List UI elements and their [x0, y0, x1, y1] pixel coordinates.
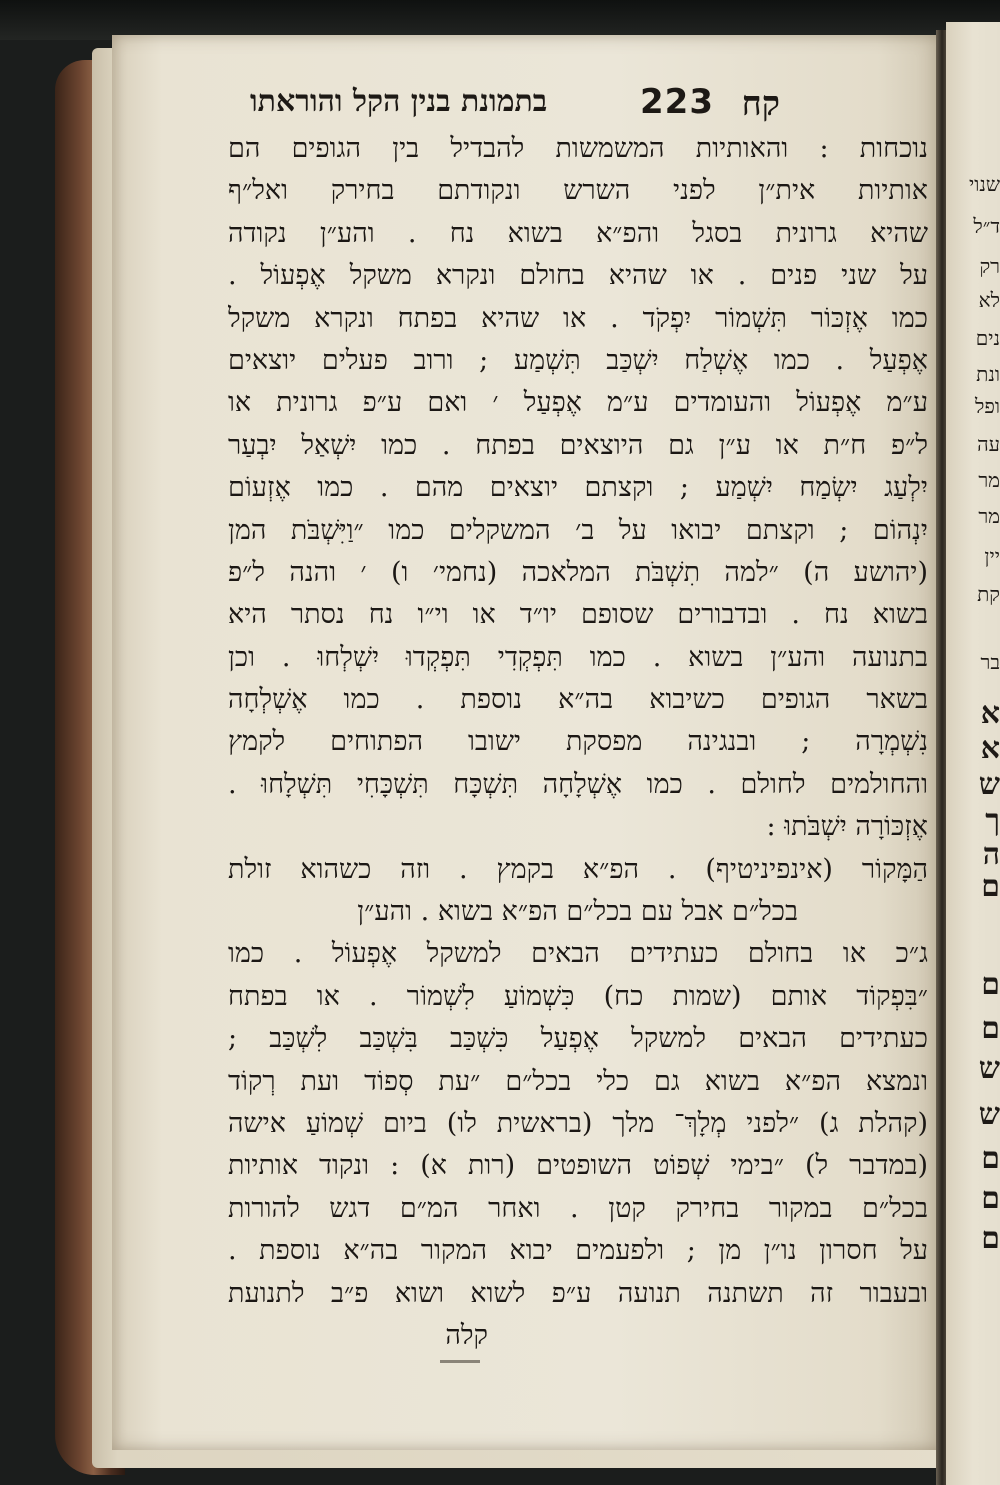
- facing-fragment: ש: [978, 1052, 1000, 1086]
- text-line: כמו אֶזְכּוֹר תִּשְׁמוֹר יִפְקֹד . או שהיא בפתח ונקרא משקל: [228, 302, 928, 334]
- text-line: אותיות אית״ן לפני השרש ונקודתם בחירק ואל״ף: [228, 175, 928, 207]
- facing-fragment: ונת: [976, 362, 1000, 386]
- text-line: ובעבור זה תשתנה תנועה ע״פ לשוא ושוא פ״ב לתנועת: [228, 1277, 928, 1309]
- facing-fragment: מר: [978, 504, 1000, 528]
- facing-fragment: ם: [981, 1182, 1000, 1216]
- facing-fragment: א: [980, 732, 1000, 766]
- facing-fragment: א: [980, 697, 1000, 731]
- text-line: ונמצא הפ״א בשוא גם כלי בכל״ם ״עת סְפוֹד ועת רְקוֹד: [228, 1065, 928, 1097]
- facing-fragment: ה: [982, 838, 1000, 872]
- text-line: על שני פנים . או שהיא בחולם ונקרא משקל אֶפְעוֹל .: [228, 260, 928, 292]
- text-line: יִלְעַג יִשְׂמַח יִשְׁמַע ; וקצתם יוצאים מהם . כמו אֶזְעוֹם: [228, 472, 928, 504]
- facing-fragment: ך: [985, 804, 1000, 838]
- text-line: (יהושע ה) ״למה תִשְׁבֹּת המלאכה (נחמי׳ ו) ׳ והנה ל״פ: [228, 556, 928, 588]
- facing-fragment: נים: [975, 326, 1000, 350]
- text-line: נִשְׁמְרָה ; ובנגינה מפסקת ישובו הפתוחים לקמץ: [228, 726, 928, 758]
- text-line: (במדבר ל) ״בימי שְׁפוֹט השופטים (רות א) : ונקוד אותיות: [228, 1150, 928, 1182]
- running-header: [250, 80, 780, 130]
- text-line: בכל״ם אבל עם בכל״ם הפ״א בשוא . והע״ן: [357, 896, 798, 928]
- facing-fragment: לא: [978, 288, 1000, 312]
- text-line: ג״כ או בחולם כעתידים הבאים למשקל אֶפְעוֹל . כמו: [228, 938, 928, 970]
- facing-page-edge: [946, 22, 1000, 1485]
- text-line: אֶזְכּוֹרָה יִשְׁבֹּתוּ :: [766, 811, 928, 843]
- facing-fragment: ם: [981, 1222, 1000, 1256]
- footer-rule: [440, 1360, 480, 1363]
- text-line: (קהלת ג) ״לפני מְלָךְ־ מלך (בראשית לו) ביום שְׁמוֹעַ אישה: [228, 1107, 928, 1139]
- facing-fragment: ד״ל: [973, 214, 1000, 238]
- page-number: 223: [640, 82, 714, 122]
- hebrew-folio: קח: [741, 84, 780, 124]
- text-line: אֶפְעַל . כמו אֶשְׁלַח יִשְׁכַּב תִּשְׁמַע ; ורוב פעלים יוצאים: [228, 344, 928, 376]
- facing-fragment: ם: [981, 1142, 1000, 1176]
- text-line: הַמָּקוֹר (אינפיניטיף) . הפ״א בקמץ . וזה כשהוא זולת: [228, 853, 928, 885]
- facing-fragment: בר: [980, 650, 1000, 674]
- text-line: בשאר הגופים כשיבוא בה״א נוספת . כמו אֶשְׁלְחָה: [228, 684, 928, 716]
- facing-fragment: ש: [978, 1098, 1000, 1132]
- book-cover-top: [0, 0, 1000, 40]
- facing-fragment: רק: [979, 254, 1000, 278]
- catchword: קלה: [445, 1319, 488, 1351]
- text-line: והחולמים לחולם . כמו אֶשְׁלָחָה תִּשְׁכָּח תִּשְׁכָּחִי תִּשְׁלָחוּ .: [228, 768, 928, 800]
- facing-fragment: יין: [984, 544, 1000, 568]
- running-title: בתמונת בנין הקל והוראתו: [250, 84, 548, 119]
- facing-fragment: שנוי: [968, 172, 1000, 196]
- facing-fragment: ם: [981, 968, 1000, 1002]
- text-line: בכל״ם במקור בחירק קטן . ואחר המ״ם דגש להורות: [228, 1192, 928, 1224]
- facing-fragment: ם: [981, 1012, 1000, 1046]
- facing-fragment: עה: [977, 432, 1000, 456]
- text-line: בשוא נח . ובדבורים שסופם יו״ד או וי״ו נח נסתר היא: [228, 599, 928, 631]
- text-line: בתנועה והע״ן בשוא . כמו תִּפְקְדִי תִּפְקְדוּ יִשְׁלְחוּ . וכן: [228, 641, 928, 673]
- text-line: נוכחות : והאותיות המשמשות להבדיל בין הגופים הם: [228, 133, 928, 164]
- text-line: יִנְהוֹם ; וקצתם יבואו על ב׳ המשקלים כמו ״וַיִּשְׁבֹּת המן: [228, 514, 928, 546]
- facing-fragment: ופל: [975, 394, 1000, 418]
- text-line: ע״מ אֶפְעוֹל והעומדים ע״מ אֶפְעַל ׳ ואם ע״פ גרונית או: [228, 387, 928, 419]
- facing-fragment: ש: [978, 768, 1000, 802]
- facing-fragment: מר: [978, 468, 1000, 492]
- text-line: על חסרון נו״ן מן ; ולפעמים יבוא המקור בה״א נוספת .: [228, 1235, 928, 1267]
- text-line: ל״פ ח״ת או ע״ן גם היוצאים בפתח . כמו יִשְׁאַל יִבְעַר: [228, 429, 928, 461]
- text-line: שהיא גרונית בסגל והפ״א בשוא נח . והע״ן נקודה: [228, 217, 928, 249]
- facing-fragment: קת: [977, 582, 1000, 606]
- facing-fragment: ם: [981, 870, 1000, 904]
- text-line: כעתידים הבאים למשקל אֶפְעַל כִּשְׁכַּב בִּשְׁכַּב לִשְׁכַּב ;: [228, 1023, 928, 1055]
- body-text: [228, 128, 928, 1357]
- text-line: ״בִּפְקוֹד אותם (שמות כח) כִּשְׁמוֹעַ לִשְׁמוֹר . או בפתח: [228, 980, 928, 1012]
